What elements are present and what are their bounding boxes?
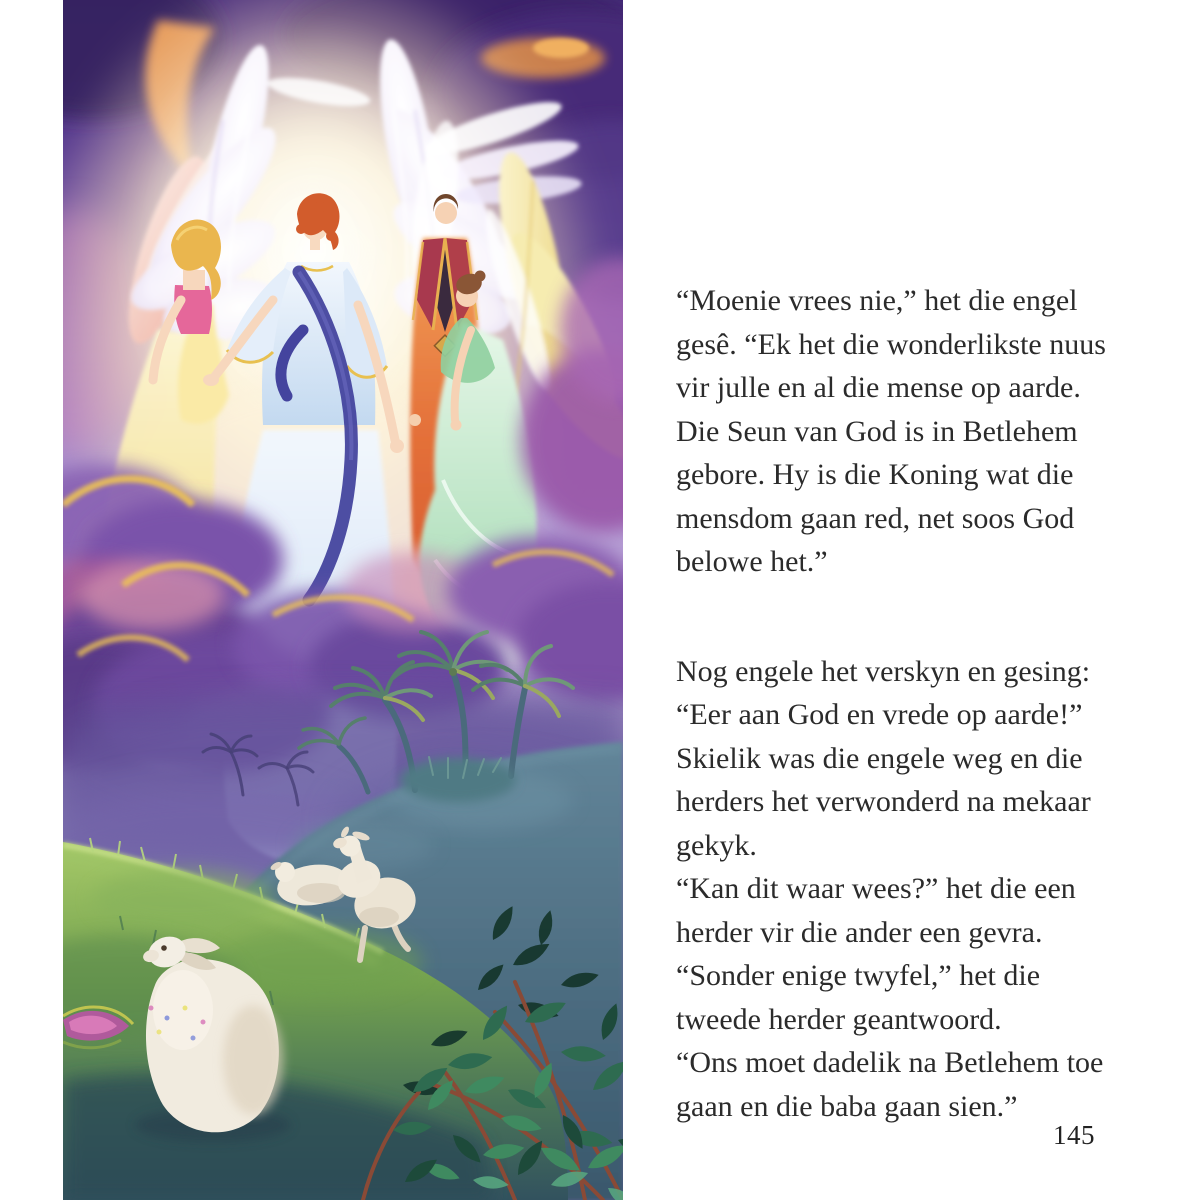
story-line: “Ons moet dadelik na Betlehem toe xyxy=(676,1046,1104,1079)
story-line: “Sonder enige twyfel,” het die xyxy=(676,959,1041,992)
story-line: herders het verwonderd na mekaar xyxy=(676,785,1091,818)
story-paragraph-2 xyxy=(676,650,1148,1129)
story-paragraph-1 xyxy=(676,279,1148,584)
story-line: “Moenie vrees nie,” het die engel xyxy=(676,284,1078,317)
story-line: mensdom gaan red, net soos God xyxy=(676,501,1075,535)
story-line: Nog engele het verskyn en gesing: xyxy=(676,654,1091,688)
story-line: belowe het.” xyxy=(676,545,828,578)
story-line: Die Seun van God is in Betlehem xyxy=(676,414,1078,448)
story-line: gekyk. xyxy=(676,828,757,862)
illustration-canvas xyxy=(63,0,623,1200)
story-line: tweede herder geantwoord. xyxy=(676,1002,1002,1036)
page-number: 145 xyxy=(1053,1120,1095,1150)
story-text xyxy=(676,279,1148,1128)
story-line: Skielik was die engele weg en die xyxy=(676,741,1083,775)
illustration xyxy=(63,0,623,1200)
story-line: gaan en die baba gaan sien.” xyxy=(676,1089,1018,1123)
story-line: “Eer aan God en vrede op aarde!” xyxy=(676,698,1083,731)
story-line: gesê. “Ek het die wonderlikste nuus xyxy=(676,327,1106,361)
story-line: herder vir die ander een gevra. xyxy=(676,915,1043,949)
story-line: “Kan dit waar wees?” het die een xyxy=(676,872,1076,905)
story-line: vir julle en al die mense op aarde. xyxy=(676,371,1081,404)
story-line: gebore. Hy is die Koning wat die xyxy=(676,458,1074,491)
